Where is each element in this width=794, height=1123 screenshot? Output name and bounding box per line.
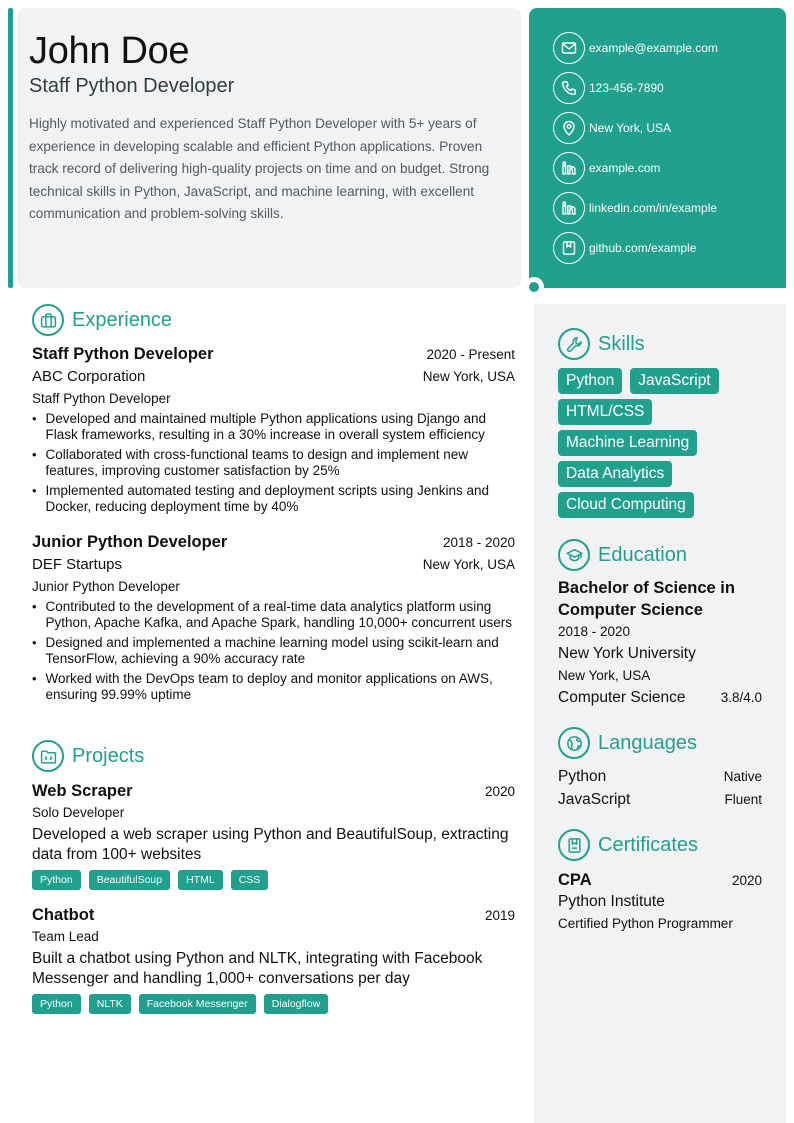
certificate-issuer: Python Institute — [558, 893, 665, 910]
phone-icon — [553, 72, 585, 104]
contact-panel — [529, 8, 786, 288]
skill-tag: Python — [558, 368, 622, 394]
skills-title: Skills — [598, 332, 645, 355]
contact-location — [553, 112, 671, 144]
job-title: Junior Python Developer — [32, 533, 228, 551]
language-row — [558, 788, 762, 811]
education-item — [558, 578, 762, 709]
education-title: Education — [598, 543, 687, 566]
contact-website[interactable] — [553, 152, 660, 184]
job-location: New York, USA — [422, 369, 515, 384]
project-description: Built a chatbot using Python and NLTK, integrating with Facebook Messenger and handling 1,000+ conversations per day — [32, 950, 483, 987]
skill-tag: JavaScript — [630, 368, 718, 394]
wrench-icon — [558, 328, 590, 360]
tag: Dialogflow — [264, 994, 328, 1014]
certificate-name: CPA — [558, 871, 592, 889]
project-year: 2020 — [484, 784, 515, 799]
candidate-title: Staff Python Developer — [29, 75, 235, 97]
skill-tag: HTML/CSS — [558, 399, 652, 425]
contact-email[interactable] — [553, 32, 718, 64]
skill-tag: Data Analytics — [558, 461, 672, 487]
tag: NLTK — [89, 994, 131, 1014]
list-item: • Developed and maintained multiple Python applications using Django and Flask frameworks, resulting in a 30% increase in overall system efficiency — [32, 411, 515, 443]
folder-code-icon — [32, 740, 64, 772]
language-name: Python — [558, 768, 607, 785]
project-item — [32, 780, 515, 890]
header-accent-bar — [8, 8, 13, 288]
languages-heading — [558, 727, 697, 759]
certificate-year: 2020 — [731, 873, 762, 888]
certificates-title: Certificates — [598, 833, 699, 856]
company-name: ABC Corporation — [32, 368, 146, 385]
location-icon — [553, 112, 585, 144]
job-role: Staff Python Developer — [32, 391, 171, 406]
tag: HTML — [178, 870, 223, 890]
project-tags — [32, 870, 515, 890]
globe-icon — [558, 727, 590, 759]
projects-heading — [32, 740, 144, 772]
list-item: • Worked with the DevOps team to deploy and monitor applications on AWS, ensuring 99.99% uptime — [32, 671, 515, 703]
skills-list — [558, 368, 758, 518]
field-of-study: Computer Science — [558, 689, 686, 706]
school-location: New York, USA — [558, 668, 651, 683]
timeline-dot — [524, 277, 544, 297]
school-name: New York University — [558, 645, 696, 662]
job-bullets — [32, 599, 515, 703]
project-role: Solo Developer — [32, 805, 125, 820]
language-level: Fluent — [724, 792, 762, 807]
project-title: Web Scraper — [32, 782, 133, 800]
contact-linkedin[interactable] — [553, 192, 717, 224]
contact-linkedin-text: linkedin.com/in/example — [589, 201, 718, 215]
language-level: Native — [723, 769, 762, 784]
contact-github[interactable] — [553, 232, 696, 264]
project-title: Chatbot — [32, 906, 95, 924]
certificates-heading — [558, 829, 698, 861]
languages-list — [558, 765, 762, 811]
email-icon — [553, 32, 585, 64]
skills-heading — [558, 328, 645, 360]
degree: Bachelor of Science in Computer Science — [558, 579, 735, 619]
skill-tag: Machine Learning — [558, 430, 697, 456]
job-dates: 2018 - 2020 — [442, 535, 515, 550]
language-name: JavaScript — [558, 791, 631, 808]
experience-item — [32, 343, 515, 519]
job-role: Junior Python Developer — [32, 579, 180, 594]
tag: Python — [32, 870, 81, 890]
gpa: 3.8/4.0 — [720, 690, 762, 705]
project-year: 2019 — [484, 908, 515, 923]
project-item — [32, 904, 515, 1014]
list-item: • Implemented automated testing and deployment scripts using Jenkins and Docker, reducing deployment time by 40% — [32, 483, 515, 515]
list-item: • Contributed to the development of a real-time data analytics platform using Python, Apache Kafka, and Apache Spark, handling 10,000+ concurrent users — [32, 599, 515, 631]
summary-text: Highly motivated and experienced Staff Python Developer with 5+ years of experience in developing scalable and efficient Python applications. Proven track record of delivering high-quality projects on time and on budget. Strong technical skills in Python, JavaScript, and machine learning, with excellent communication and problem-solving skills. — [29, 116, 490, 222]
briefcase-icon — [32, 304, 64, 336]
linkedin-icon — [553, 152, 585, 184]
job-location: New York, USA — [422, 557, 515, 572]
company-name: DEF Startups — [32, 556, 123, 573]
list-item: • Collaborated with cross-functional teams to design and implement new features, improving customer satisfaction by 25% — [32, 447, 515, 479]
list-item: • Designed and implemented a machine learning model using scikit-learn and TensorFlow, achieving a 90% accuracy rate — [32, 635, 515, 667]
linkedin-icon — [553, 192, 585, 224]
education-dates: 2018 - 2020 — [558, 624, 631, 639]
languages-title: Languages — [598, 731, 697, 754]
tag: Facebook Messenger — [139, 994, 256, 1014]
job-bullets — [32, 411, 515, 515]
experience-item — [32, 531, 515, 707]
contact-github-text: github.com/example — [589, 241, 697, 255]
certificate-icon — [558, 829, 590, 861]
contact-email-text: example@example.com — [589, 41, 718, 55]
contact-phone-text: 123-456-7890 — [589, 81, 664, 95]
tag: Python — [32, 994, 81, 1014]
project-description: Developed a web scraper using Python and BeautifulSoup, extracting data from 100+ websites — [32, 826, 509, 863]
tag: BeautifulSoup — [89, 870, 170, 890]
education-heading — [558, 539, 687, 571]
job-dates: 2020 - Present — [426, 347, 515, 362]
graduation-cap-icon — [558, 539, 590, 571]
projects-title: Projects — [72, 744, 145, 767]
tag: CSS — [231, 870, 269, 890]
contact-website-text: example.com — [589, 161, 661, 175]
contact-phone[interactable] — [553, 72, 664, 104]
experience-title: Experience — [72, 308, 173, 331]
certificate-detail: Certified Python Programmer — [558, 916, 733, 931]
language-row — [558, 765, 762, 788]
project-role: Team Lead — [32, 929, 99, 944]
github-icon — [553, 232, 585, 264]
job-title: Staff Python Developer — [32, 345, 214, 363]
contact-location-text: New York, USA — [589, 121, 672, 135]
candidate-name: John Doe — [29, 30, 190, 72]
experience-heading — [32, 304, 172, 336]
project-tags — [32, 994, 515, 1014]
certificate-item — [558, 869, 762, 935]
skill-tag: Cloud Computing — [558, 492, 694, 518]
